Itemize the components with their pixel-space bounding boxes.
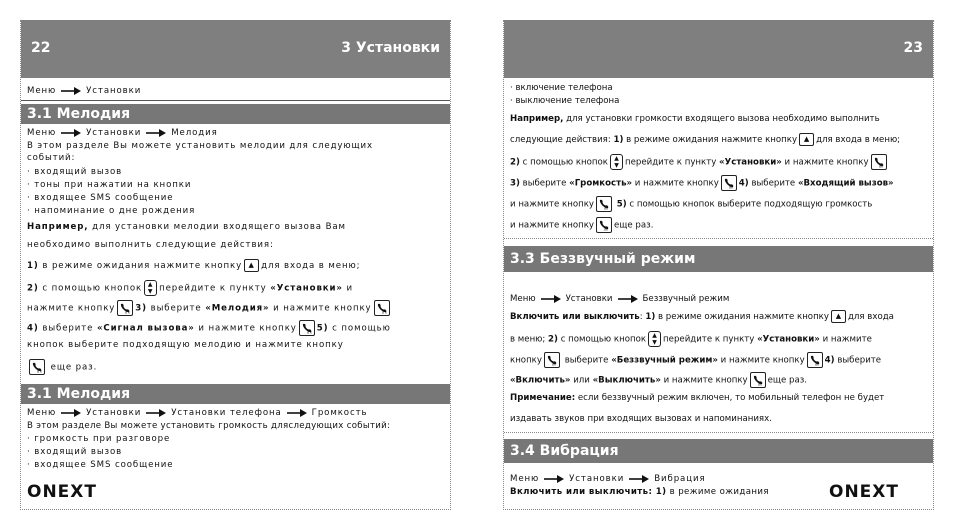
- section-path: Меню Установки Беззвучный режим: [510, 294, 730, 304]
- call-key-icon: [29, 359, 45, 375]
- page-header: [504, 20, 933, 78]
- paragraph-line: 2) с помощью кнопок ▲ ▼ перейдите к пункту «Установки» и: [27, 281, 354, 295]
- call-key-icon: [750, 372, 766, 388]
- list-item: · выключение телефона: [510, 96, 620, 106]
- paragraph-line: «Включить» или «Выключить» и нажмите кнопку еще раз.: [510, 372, 927, 388]
- list-item: · тоны при нажатии на кнопки: [27, 180, 192, 190]
- paragraph-line: и нажмите кнопку 5) с помощью кнопок выберите подходящую громкость: [510, 196, 927, 212]
- arrow-right-icon: [61, 129, 81, 137]
- section-heading: 3.4 Вибрация: [504, 439, 933, 463]
- menu-key-icon: ▲: [831, 310, 846, 323]
- paragraph-line: Включить или выключить: 1) в режиме ожидания: [510, 487, 769, 497]
- page-header: [21, 20, 450, 78]
- paragraph-line: 4) выберите «Сигнал вызова» и нажмите кнопку 5) с помощью: [27, 320, 444, 336]
- paragraph-line: Например, для установки мелодии входящего вызова Вам: [27, 222, 346, 232]
- arrow-right-icon: [61, 409, 81, 417]
- arrow-right-icon: [544, 475, 564, 483]
- arrow-right-icon: [618, 295, 638, 303]
- arrow-right-icon: [629, 475, 649, 483]
- section-heading: 3.3 Беззвучный режим: [504, 246, 933, 272]
- paragraph-line: следующие действия: 1) в режиме ожидания нажмите кнопку ▲ для входа в меню;: [510, 135, 901, 145]
- chapter-title: 3 Установки: [341, 40, 440, 56]
- arrow-right-icon: [146, 129, 166, 137]
- divider: [504, 238, 933, 239]
- divider: [21, 100, 450, 101]
- list-item: · напоминание о дне рождения: [27, 206, 196, 216]
- menu-key-icon: ▲: [244, 259, 259, 272]
- paragraph-line: нажмите кнопку 3) выберите «Мелодия» и нажмите кнопку: [27, 300, 444, 316]
- breadcrumb: Меню Установки: [27, 86, 142, 96]
- call-key-icon: [374, 300, 390, 316]
- brand-logo: ONEXT: [27, 482, 97, 502]
- menu-key-icon: ▲: [799, 133, 814, 146]
- paragraph-line: Например, для установки громкости входящего вызова необходимо выполнить: [510, 114, 880, 124]
- paragraph-line: событий:: [27, 153, 76, 163]
- arrow-right-icon: [287, 409, 307, 417]
- paragraph-line: 2) с помощью кнопок ▲ ▼ перейдите к пункту «Установки» и нажмите кнопку: [510, 154, 927, 170]
- paragraph-line: и нажмите кнопку еще раз.: [510, 217, 927, 233]
- paragraph-line: в меню; 2) с помощью кнопок ▲ ▼ перейдите к пункту «Установки» и нажмите: [510, 332, 872, 346]
- list-item: · входящий вызов: [27, 447, 123, 457]
- call-key-icon: [807, 352, 823, 368]
- list-item: · входящее SMS сообщение: [27, 193, 174, 203]
- arrow-right-icon: [541, 295, 561, 303]
- paragraph-line: В этом разделе Вы можете установить мелодии для следующих: [27, 141, 374, 151]
- list-item: · громкость при разговоре: [27, 434, 171, 444]
- call-key-icon: [299, 320, 315, 336]
- paragraph-line: В этом разделе Вы можете установить громкость дляследующих событий:: [27, 421, 391, 431]
- paragraph-line: 3) выберите «Громкость» и нажмите кнопку 4) выберите «Входящий вызов»: [510, 175, 927, 191]
- right-page: [503, 20, 934, 510]
- paragraph-line: кнопок выберите подходящую мелодию и нажмите кнопку: [27, 340, 344, 350]
- arrow-right-icon: [146, 409, 166, 417]
- list-item: · входящее SMS сообщение: [27, 460, 174, 470]
- section-path: Меню Установки Установки телефона Громкость: [27, 408, 368, 418]
- page-number: 22: [31, 40, 51, 56]
- call-key-icon: [596, 217, 612, 233]
- paragraph-line: еще раз.: [27, 359, 444, 375]
- list-item: · входящий вызов: [27, 167, 123, 177]
- paragraph-line: кнопку выберите «Беззвучный режим» и нажмите кнопку 4) выберите: [510, 352, 927, 368]
- section-heading: 3.1 Мелодия: [21, 384, 450, 404]
- list-item: · включение телефона: [510, 83, 613, 93]
- paragraph-line: издавать звуков при входящих вызовах и напоминаниях.: [510, 414, 772, 424]
- call-key-icon: [871, 154, 887, 170]
- paragraph-line: 1) в режиме ожидания нажмите кнопку ▲ для входа в меню;: [27, 261, 361, 271]
- nav-keys-icon: ▲ ▼: [610, 154, 623, 170]
- call-key-icon: [721, 175, 737, 191]
- section-heading: 3.1 Мелодия: [21, 104, 450, 124]
- paragraph-line: Примечание: если беззвучный режим включен, то мобильный телефон не будет: [510, 393, 885, 403]
- paragraph-line: Включить или выключить: 1) в режиме ожидания нажмите кнопку ▲ для входа: [510, 312, 894, 322]
- call-key-icon: [596, 196, 612, 212]
- call-key-icon: [117, 300, 133, 316]
- left-page: [20, 20, 451, 510]
- arrow-right-icon: [61, 87, 81, 95]
- nav-keys-icon: ▲ ▼: [144, 280, 157, 296]
- nav-keys-icon: ▲ ▼: [648, 331, 661, 347]
- divider: [504, 432, 933, 433]
- section-path: Меню Установки Вибрация: [510, 474, 706, 484]
- paragraph-line: необходимо выполнить следующие действия:: [27, 240, 274, 250]
- section-path: Меню Установки Мелодия: [27, 128, 218, 138]
- call-key-icon: [544, 352, 560, 368]
- page-number: 23: [903, 40, 923, 56]
- brand-logo: ONEXT: [829, 482, 899, 502]
